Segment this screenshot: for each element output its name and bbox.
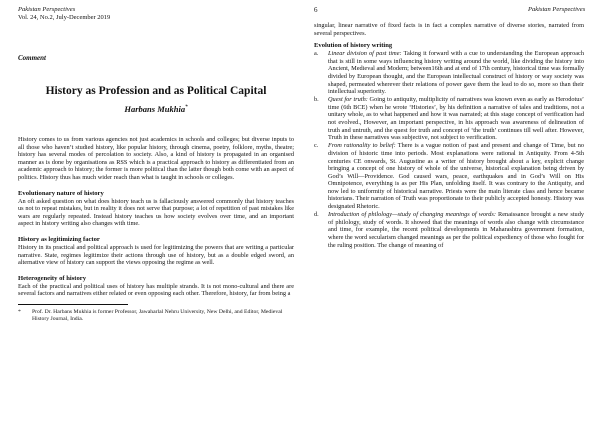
list-text <box>328 211 584 249</box>
footnote-divider <box>18 304 128 305</box>
intro-paragraph: History comes to us from various agencies not just academics in schools and colleges; but diverse inputs to all those who haven’t studied history, like popular history, through cinema, poetry, folklore, myths, theatre; history has several modes of percolation to society. Also, a kind of history is propagated in an organised manner as is done by organisations as RSS which is a practical approach to history as differentiated from an academic approach to history; the former is more political than the latter though both come with an aspect of politics. History thus has much wider reach than what is taught in schools or colleges. <box>18 136 294 181</box>
list-text <box>328 142 584 210</box>
page-number: 6 <box>314 6 318 14</box>
section-heading: Heterogeneity of history <box>18 274 86 282</box>
section-heading: History as legitimizing factor <box>18 235 100 243</box>
list-marker: a. <box>314 50 319 58</box>
list-lead: Quest for truth: <box>328 96 368 104</box>
footnote-mark: * <box>18 308 21 315</box>
section-paragraph: An oft asked question on what does history teach us is fallaciously answered commonly that history teaches us not to repeat mistakes, but in reality it does not serve that purpose; a lot of repetition of past mistakes like wars are regularly repeated. Instead history teaches us how society evolves over time, and an important aspect in history writing also changes with time. <box>18 197 294 228</box>
footnote <box>18 309 294 323</box>
list-marker: d. <box>314 211 319 219</box>
list-marker: b. <box>314 96 319 104</box>
list-text <box>328 96 584 142</box>
list-body: Taking it forward with a cue to understanding the European approach that is still in some ways influencing history writing around the world, like dividing the history into Ancient, Medieval and Modern; between16th and at end of 17th century, historical time was formally divided by European thought, and the European intellectual construct of history or way society was shaped, permeated wherever their relations of power gave them the lead to do so, more so than their intellectual superiority. <box>328 50 584 96</box>
list-text <box>328 50 584 96</box>
list-lead: Introduction of philology—study of changing meanings of words: <box>328 211 496 219</box>
section-heading: Evolutionary nature of history <box>18 189 104 197</box>
journal-name: Pakistan Perspectives <box>18 6 76 13</box>
section-label: Comment <box>18 54 47 62</box>
list-item <box>314 142 584 210</box>
section-paragraph: History in its practical and political approach is used for legitimizing the powers that are writing a particular narrative. State, regimes legitimize their actions through use of history, but as a double edged sword, an alternative view of history can support the views opposing the regime as well. <box>18 243 294 267</box>
list-lead: From rationality to belief: <box>328 142 396 150</box>
author-footnote-mark: * <box>185 105 188 111</box>
list-body: There is a vague notion of past and present and change of Time, but no division of historic time into periods. Most explanations were rational in Antiquity. From 4-5th centuries CE onwards, St. Augustine as a writer of history brought about a key, explicit change bringing a concept of one history of whole of the universe, historical explanation being driven by God’s Will—Providence. God caused wars, peace, earthquakes and in God’s Will on His Omnipotence, everything is as per His Plan, unfolding itself. It was contrary to the Antiquity, and now led to uniformity of historical narrative. Priests were the main literate class and hence became historians. Their narration of Truth was proportionate to their publicly accepted honesty. History was designated Rhetoric. <box>328 142 584 211</box>
list-item <box>314 96 584 142</box>
article-title: History as Profession and as Political Capital <box>45 85 267 97</box>
running-header-right: Pakistan Perspectives <box>528 6 586 13</box>
continuation-paragraph: singular, linear narrative of fixed facts is in fact a complex narrative of diverse stories, narrated from several perspectives. <box>314 22 584 37</box>
section-heading: Evolution of history writing <box>314 42 393 50</box>
running-header-left <box>18 6 110 22</box>
list-item <box>314 50 584 96</box>
list-body: Renaissance brought a new study of philology, study of words. It showed that the meanings of words also change with circumstance and time, for example, the recent political developments in Maharashtra government formation, where the word secularism changed meanings as per the political expediency of those who fought for the ruling position. The change of meaning of <box>328 211 584 249</box>
footnote-text: Prof. Dr. Harbans Mukhia is former Professor, Jawaharlal Nehru University, New Delhi, and Editor, Medieval History Journal, India. <box>32 308 283 322</box>
list-item <box>314 211 584 249</box>
author-line <box>18 104 294 114</box>
list-marker: c. <box>314 142 319 150</box>
list-body: Going to antiquity, multiplicity of narratives was known even as early as Herodotus’ time (6th BCE) when he wrote ‘Histories’, by his definition a narrative of tales and traditions, not a unitary whole, as to what happened and how it was narrated; at this stage concept of verification had not evolved., However, an important perspective, in his approach was awareness of delineation of truth and untruth, and the quest for truth and concept of ‘the truth’ continues till well after. However, Truth in these narratives was subjective, not subject to verification. <box>328 96 585 142</box>
author-name: Harbans Mukhia <box>124 104 186 114</box>
right-column <box>314 22 584 249</box>
left-column <box>18 40 294 323</box>
list-lead: Linear division of past time: <box>328 50 402 58</box>
volume-info: Vol. 24, No.2, July-December 2019 <box>18 14 111 21</box>
section-paragraph: Each of the practical and political uses of history has multiple strands. It is not mono-cultural and there are several factors and narratives either related or even opposing each other. Therefore, history, far from being a <box>18 282 294 298</box>
